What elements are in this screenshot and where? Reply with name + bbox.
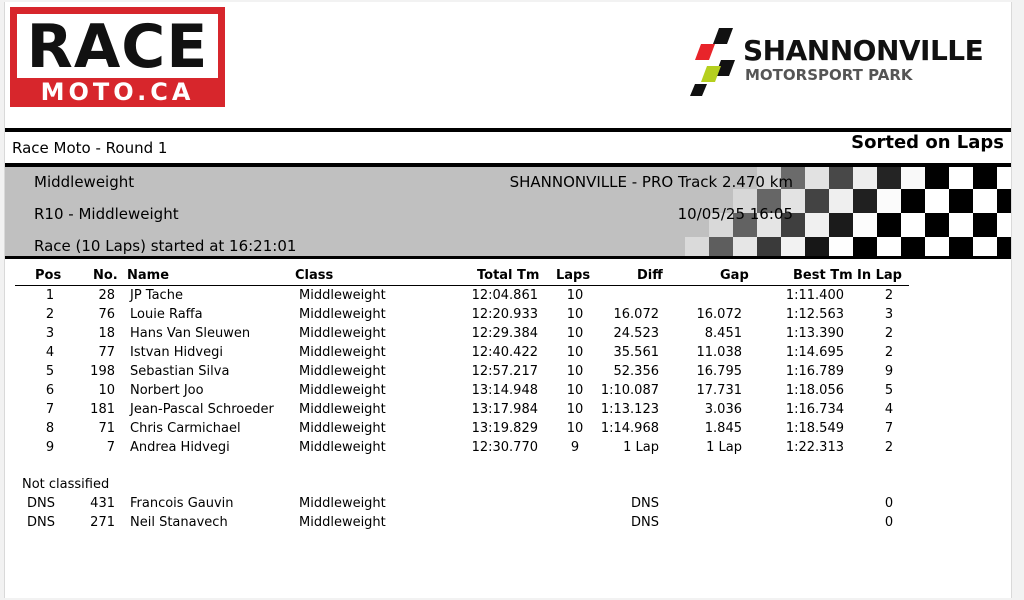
cell-laps: 9	[570, 440, 580, 455]
cell-name: Andrea Hidvegi	[130, 440, 230, 455]
shannonville-logo-name: SHANNONVILLE	[743, 34, 984, 67]
cell-best: 1:18.549	[785, 421, 844, 436]
cell-diff: 16.072	[613, 307, 659, 322]
cell-inlap: 2	[884, 326, 894, 341]
cell-laps: 10	[566, 288, 584, 303]
cell-diff: 24.523	[613, 326, 659, 341]
cell-laps: 10	[566, 383, 584, 398]
cell-class: Middleweight	[299, 288, 386, 303]
cell-total: 13:17.984	[471, 402, 538, 417]
col-header-diff: Diff	[637, 268, 663, 283]
session-info-band	[5, 167, 1011, 256]
results-page	[4, 2, 1012, 598]
cell-name: Jean-Pascal Schroeder	[130, 402, 274, 417]
cell-no: 181	[90, 402, 115, 417]
col-header-total: Total Tm	[477, 268, 540, 283]
race-info: Race (10 Laps) started at 16:21:01	[34, 237, 297, 255]
cell-no: 18	[98, 326, 115, 341]
cell-gap: 11.038	[696, 345, 742, 360]
shannonville-flag-icon	[687, 26, 747, 98]
cell-no: 271	[90, 515, 115, 530]
cell-diff: 1 Lap	[623, 440, 659, 455]
cell-inlap: 5	[884, 383, 894, 398]
cell-diff: 1:13.123	[600, 402, 659, 417]
cell-gap: 16.795	[696, 364, 742, 379]
track-info: SHANNONVILLE - PRO Track 2.470 km	[509, 173, 793, 191]
cell-class: Middleweight	[299, 402, 386, 417]
cell-no: 198	[90, 364, 115, 379]
shannonville-logo-subtitle: MOTORSPORT PARK	[745, 66, 913, 84]
class-name: Middleweight	[34, 173, 135, 191]
session-datetime: 10/05/25 16:05	[677, 205, 793, 223]
cell-diff: 1:14.968	[600, 421, 659, 436]
cell-class: Middleweight	[299, 383, 386, 398]
col-header-pos: Pos	[35, 268, 62, 283]
cell-no: 431	[90, 496, 115, 511]
racemoto-logo-race-text: RACE	[26, 12, 209, 82]
cell-pos: 8	[45, 421, 55, 436]
cell-total: 13:19.829	[471, 421, 538, 436]
cell-no: 28	[98, 288, 115, 303]
cell-pos: 9	[45, 440, 55, 455]
cell-inlap: 2	[884, 288, 894, 303]
col-header-inlap: In Lap	[857, 268, 902, 283]
cell-diff: 52.356	[613, 364, 659, 379]
cell-pos: 3	[45, 326, 55, 341]
col-header-no: No.	[93, 268, 118, 283]
cell-pos: DNS	[27, 496, 55, 511]
cell-class: Middleweight	[299, 421, 386, 436]
cell-name: Sebastian Silva	[130, 364, 230, 379]
cell-laps: 10	[566, 364, 584, 379]
cell-inlap: 9	[884, 364, 894, 379]
cell-inlap: 2	[884, 345, 894, 360]
cell-best: 1:11.400	[785, 288, 844, 303]
cell-pos: DNS	[27, 515, 55, 530]
col-header-best: Best Tm	[793, 268, 853, 283]
cell-diff: DNS	[631, 515, 659, 530]
cell-best: 1:16.734	[785, 402, 844, 417]
cell-class: Middleweight	[299, 364, 386, 379]
cell-laps: 10	[566, 345, 584, 360]
cell-name: JP Tache	[130, 288, 183, 303]
cell-best: 1:13.390	[785, 326, 844, 341]
cell-gap: 16.072	[696, 307, 742, 322]
cell-inlap: 3	[884, 307, 894, 322]
cell-total: 12:57.217	[471, 364, 538, 379]
cell-pos: 5	[45, 364, 55, 379]
cell-name: Francois Gauvin	[130, 496, 234, 511]
cell-gap: 17.731	[696, 383, 742, 398]
cell-total: 12:20.933	[471, 307, 538, 322]
cell-name: Louie Raffa	[130, 307, 203, 322]
cell-diff: 35.561	[613, 345, 659, 360]
cell-gap: 3.036	[704, 402, 742, 417]
cell-pos: 2	[45, 307, 55, 322]
event-title: Race Moto - Round 1	[12, 139, 168, 157]
cell-pos: 7	[45, 402, 55, 417]
col-header-class: Class	[295, 268, 334, 283]
cell-pos: 4	[45, 345, 55, 360]
session-name: R10 - Middleweight	[34, 205, 179, 223]
cell-class: Middleweight	[299, 345, 386, 360]
cell-laps: 10	[566, 421, 584, 436]
cell-best: 1:12.563	[785, 307, 844, 322]
cell-class: Middleweight	[299, 496, 386, 511]
cell-name: Chris Carmichael	[130, 421, 241, 436]
cell-name: Hans Van Sleuwen	[130, 326, 251, 341]
cell-laps: 10	[566, 402, 584, 417]
cell-class: Middleweight	[299, 440, 386, 455]
cell-name: Neil Stanavech	[130, 515, 228, 530]
cell-inlap: 4	[884, 402, 894, 417]
cell-inlap: 0	[884, 515, 894, 530]
cell-class: Middleweight	[299, 307, 386, 322]
cell-no: 7	[106, 440, 115, 455]
cell-best: 1:14.695	[785, 345, 844, 360]
cell-inlap: 0	[884, 496, 894, 511]
cell-pos: 1	[45, 288, 55, 303]
cell-no: 76	[98, 307, 115, 322]
racemoto-logo-moto-text: MOTO.CA	[40, 78, 195, 106]
cell-no: 10	[98, 383, 115, 398]
cell-class: Middleweight	[299, 515, 386, 530]
cell-no: 71	[98, 421, 115, 436]
header-underline	[15, 285, 909, 286]
cell-laps: 10	[566, 307, 584, 322]
cell-no: 77	[98, 345, 115, 360]
cell-name: Istvan Hidvegi	[130, 345, 223, 360]
cell-diff: 1:10.087	[600, 383, 659, 398]
col-header-gap: Gap	[720, 268, 749, 283]
cell-best: 1:18.056	[785, 383, 844, 398]
cell-total: 12:40.422	[471, 345, 538, 360]
cell-gap: 1.845	[704, 421, 742, 436]
band-bottom-divider	[5, 256, 1011, 259]
cell-best: 1:22.313	[785, 440, 844, 455]
cell-pos: 6	[45, 383, 55, 398]
racemoto-logo	[10, 7, 225, 107]
cell-total: 12:30.770	[471, 440, 538, 455]
cell-total: 12:04.861	[471, 288, 538, 303]
cell-name: Norbert Joo	[130, 383, 204, 398]
cell-class: Middleweight	[299, 326, 386, 341]
not-classified-label: Not classified	[22, 477, 110, 492]
cell-diff: DNS	[631, 496, 659, 511]
cell-best: 1:16.789	[785, 364, 844, 379]
cell-laps: 10	[566, 326, 584, 341]
col-header-name: Name	[127, 268, 170, 283]
col-header-laps: Laps	[556, 268, 591, 283]
cell-inlap: 7	[884, 421, 894, 436]
cell-gap: 1 Lap	[706, 440, 742, 455]
cell-gap: 8.451	[704, 326, 742, 341]
cell-inlap: 2	[884, 440, 894, 455]
sort-label: Sorted on Laps	[851, 132, 1004, 153]
cell-total: 12:29.384	[471, 326, 538, 341]
cell-total: 13:14.948	[471, 383, 538, 398]
